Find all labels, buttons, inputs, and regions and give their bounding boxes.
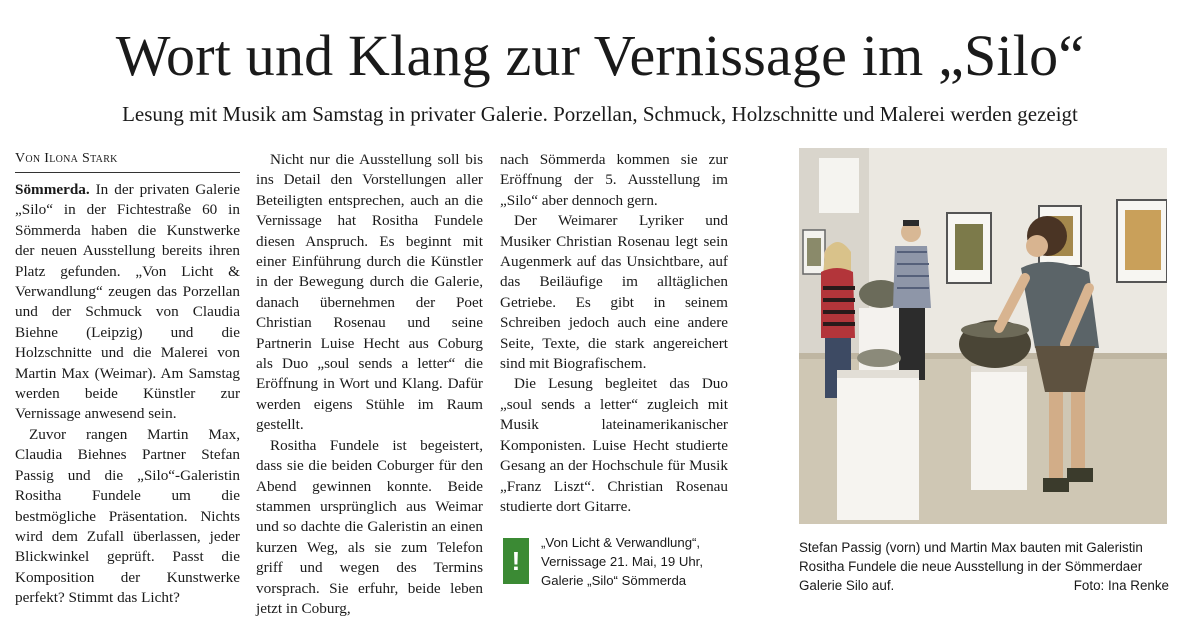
paragraph-text: In der privaten Galerie „Silo“ in der Fichtestraße 60 in Sömmerda haben die Kunstwerke der neuen Ausstellung bereits ihren Platz gefunden. „Von Licht & Verwandlung“ zeugen das Porzellan und der Schmuck von Claudia Biehne (Leipzig) und die Holzschnitte und die Malerei von Martin Max (Weimar). Am Samstag werden beide Künstler zur Vernissage anwesend sein. bbox=[15, 181, 240, 423]
article-column-1 bbox=[15, 150, 240, 609]
event-info-box bbox=[503, 533, 731, 595]
byline: Von Ilona Stark bbox=[15, 150, 240, 173]
photo-credit: Foto: Ina Renke bbox=[1073, 578, 1169, 593]
event-info-text bbox=[541, 533, 731, 590]
article-column-2 bbox=[256, 150, 483, 619]
event-info-line: „Von Licht & Verwandlung“, bbox=[541, 535, 701, 550]
paragraph: nach Sömmerda kommen sie zur Eröffnung der 5. Ausstellung im „Silo“ aber dennoch gern. bbox=[500, 151, 728, 209]
exclamation-icon: ! bbox=[503, 538, 529, 584]
paragraph: Rositha Fundele ist begeistert, dass sie die beiden Coburger für den Abend gewinnen konnte. Beide stammen ursprünglich aus Weimar und so dachte die Galeristin an einen kurzen Weg, als sie zum Telefon griff und wegen des Termins vorsprach. Sie erfuhr, beide leben jetzt in Coburg, bbox=[256, 436, 483, 617]
subheadline: Lesung mit Musik am Samstag in privater Galerie. Porzellan, Schmuck, Holzschnitte und Malerei werden gezeigt bbox=[122, 102, 1078, 126]
photo-caption bbox=[799, 538, 1169, 595]
paragraph: Zuvor rangen Martin Max, Claudia Biehnes Partner Stefan Passig und die „Silo“-Galeristin Rositha Fundele um die bestmögliche Präsentation. Nichts wird dem Zufall überlassen, jeder Blickwinkel geprüft. Passt die Komposition der Kunstwerke perfekt? Stimmt das Licht? bbox=[15, 425, 240, 607]
article-column-3 bbox=[500, 150, 728, 517]
caption-text: Stefan Passig (vorn) und Martin Max bauten mit Galeristin Rositha Fundele die neue Ausstellung in der Sömmerdaer Galerie Silo auf. bbox=[799, 540, 1143, 593]
event-info-line: Vernissage 21. Mai, 19 Uhr, bbox=[541, 554, 704, 569]
headline: Wort und Klang zur Vernissage im „Silo“ bbox=[115, 23, 1085, 88]
paragraph: Nicht nur die Ausstellung soll bis ins Detail den Vorstellungen aller Beteiligten entsprechen, auch an die Vernissage hat Rositha Fundele diesen Anspruch. Es beginnt mit einer Einführung durch die Künstler in der Bewegung durch die Galerie, danach übernehmen der Poet Christian Rosenau und seine Partnerin Luise Hecht aus Coburg als Duo „soul sends a letter“ die Eröffnung in Wort und Klang. Dafür werden eigens Stühle im Raum gestellt. bbox=[256, 151, 483, 434]
paragraph: Die Lesung begleitet das Duo „soul sends a letter“ zugleich mit Musik lateinamerikanischer Komponisten. Luise Hecht studierte Gesang an der Hochschule für Musik „Franz Liszt“. Christian Rosenau studierte dort Gitarre. bbox=[500, 375, 728, 515]
dateline: Sömmerda. bbox=[15, 181, 90, 198]
paragraph: Der Weimarer Lyriker und Musiker Christian Rosenau legt sein Augenmerk auf das Unsichtbare, auf das Beiläufige im alltäglichen Getriebe. Es gibt in seinem Schreiben jedoch auch eine andere Seite, Texte, die stark angereichert sind mit Biografischem. bbox=[500, 212, 728, 373]
paragraph bbox=[15, 180, 240, 425]
gallery-photo bbox=[799, 148, 1167, 524]
gallery-photo-illustration bbox=[799, 148, 1167, 524]
event-info-line: Galerie „Silo“ Sömmerda bbox=[541, 573, 687, 588]
